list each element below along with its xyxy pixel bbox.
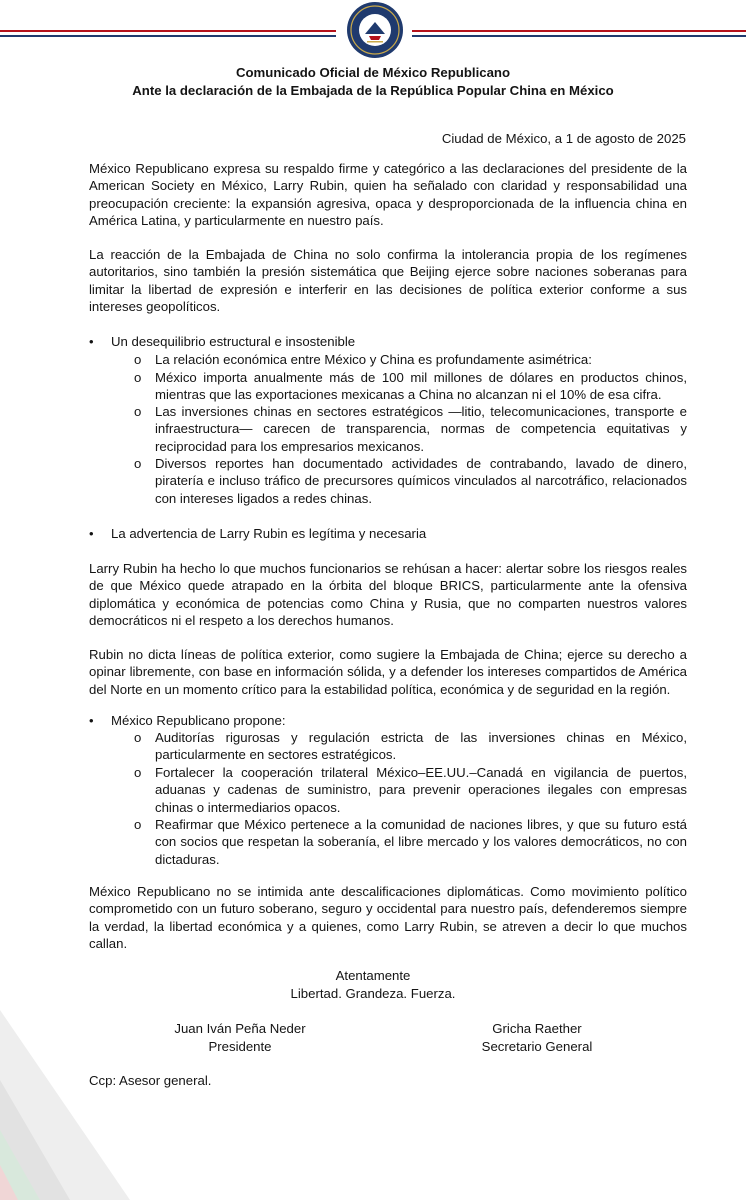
- document-title: Comunicado Oficial de México Republicano: [235, 65, 511, 80]
- sub-item: [134, 764, 687, 816]
- sub-item: [134, 403, 687, 455]
- closing-salutation: Atentamente: [335, 968, 411, 983]
- paragraph-4: Rubin no dicta líneas de política exterior, como sugiere la Embajada de China; ejerce su derecho a opinar libremente, con base en información sólida, y a defender los intereses compartidos de América del Norte en un momento crítico para la estabilidad política, económica y de seguridad en la región.: [89, 647, 687, 697]
- signature-president: [150, 1021, 330, 1054]
- sub-bullet-circle: o: [134, 817, 142, 832]
- sub-item-text: Auditorías rigurosas y regulación estricta de las inversiones chinas en México, particularmente en sectores estratégicos.: [155, 730, 687, 763]
- sub-item: [134, 351, 687, 368]
- bullet-2-title: La advertencia de Larry Rubin es legítima y necesaria: [111, 526, 427, 541]
- sub-bullet-circle: o: [134, 730, 142, 745]
- bullet-1-title: Un desequilibrio estructural e insostenible: [111, 334, 356, 349]
- ccp-line: Ccp: Asesor general.: [89, 1073, 212, 1088]
- signature-name: Gricha Raether: [492, 1021, 582, 1036]
- sub-bullet-circle: o: [134, 404, 142, 419]
- paragraph-5: México Republicano no se intimida ante descalificaciones diplomáticas. Como movimiento político comprometido con un futuro soberano, seguro y occidental para nuestro país, defenderemos siempre la verdad, la libertad económica y a quienes, como Larry Rubin, se atreven a decir lo que muchos callan.: [89, 884, 687, 951]
- header-stripe-red-left: [0, 30, 336, 32]
- paragraph-3: Larry Rubin ha hecho lo que muchos funcionarios se rehúsan a hacer: alertar sobre los riesgos reales de que México quede atrapado en la órbita del bloque BRICS, particularmente ante la ofensiva diplomática y económica de potencias como China y Rusia, que no comparten nuestros valores democráticos ni el respeto a los derechos humanos.: [89, 561, 687, 628]
- bullet-dot: •: [89, 713, 94, 728]
- signature-role: Secretario General: [481, 1039, 593, 1054]
- sub-item: [134, 729, 687, 764]
- sub-item: [134, 816, 687, 868]
- paragraph-1: México Republicano expresa su respaldo firme y categórico a las declaraciones del presidente de la American Society en México, Larry Rubin, quien ha señalado con claridad y responsabilidad una preocupación creciente: la expansión agresiva, opaca y desproporcionada de la influencia china en América Latina, y particularmente en nuestro país.: [89, 161, 687, 228]
- document-subtitle: Ante la declaración de la Embajada de la República Popular China en México: [132, 83, 614, 98]
- sub-item-text: Las inversiones chinas en sectores estratégicos —litio, telecomunicaciones, transporte e infraestructura— carecen de transparencia, normas de competencia equitativas y reciprocidad para los empresarios mexicanos.: [155, 404, 687, 454]
- sub-item: [134, 369, 687, 404]
- sub-item-text: México importa anualmente más de 100 mil millones de dólares en productos chinos, mientras que las exportaciones mexicanas a China no alcanzan ni el 10% de esa cifra.: [155, 370, 687, 403]
- sub-bullet-circle: o: [134, 370, 142, 385]
- sub-item: [134, 455, 687, 507]
- sub-item-text: Diversos reportes han documentado actividades de contrabando, lavado de dinero, piratería e incluso tráfico de precursores químicos vinculados al narcotráfico, relacionados con intereses ligados a redes chinas.: [155, 456, 687, 506]
- header-stripe-blue-left: [0, 35, 336, 37]
- closing-motto: Libertad. Grandeza. Fuerza.: [290, 986, 456, 1001]
- sub-item-text: Reafirmar que México pertenece a la comunidad de naciones libres, y que su futuro está con socios que respetan la soberanía, el libre mercado y los valores democráticos, no con dictaduras.: [155, 817, 687, 867]
- paragraph-2: La reacción de la Embajada de China no solo confirma la intolerancia propia de los regímenes autoritarios, sino también la presión sistemática que Beijing ejerce sobre naciones soberanas para limitar la libertad de expresión e interferir en las decisiones de política exterior conforme a sus intereses geopolíticos.: [89, 247, 687, 314]
- signature-name: Juan Iván Peña Neder: [174, 1021, 306, 1036]
- sub-bullet-circle: o: [134, 765, 142, 780]
- bullet-dot: •: [89, 334, 94, 349]
- sub-bullet-circle: o: [134, 352, 142, 367]
- bullet-dot: •: [89, 526, 94, 541]
- header-stripe-blue-right: [412, 35, 746, 37]
- sub-item-text: Fortalecer la cooperación trilateral México–EE.UU.–Canadá en vigilancia de puertos, aduanas y cadenas de suministro, para prevenir operaciones ilegales con empresas chinas o intermediarios opacos.: [155, 765, 687, 815]
- sub-bullet-circle: o: [134, 456, 142, 471]
- header-stripe-red-right: [412, 30, 746, 32]
- signature-role: Presidente: [208, 1039, 272, 1054]
- mexico-republicano-seal-logo: [345, 0, 405, 60]
- bullet-3-title: México Republicano propone:: [111, 713, 286, 728]
- date-line: Ciudad de México, a 1 de agosto de 2025: [441, 131, 686, 146]
- signature-secretary: [447, 1021, 627, 1054]
- sub-item-text: La relación económica entre México y China es profundamente asimétrica:: [155, 352, 592, 367]
